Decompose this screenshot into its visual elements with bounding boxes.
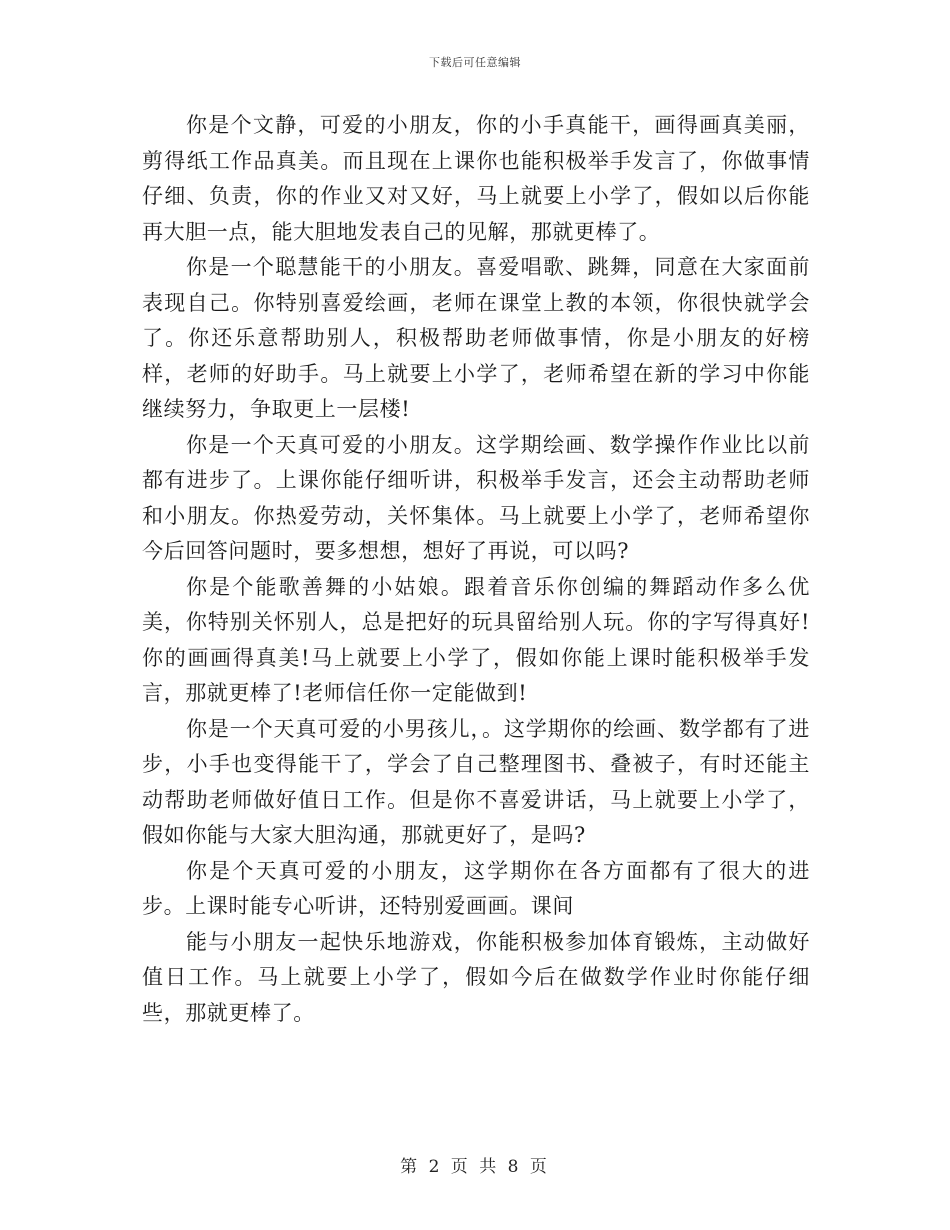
page-header: 下载后可任意编辑: [429, 56, 521, 69]
paragraph: 你是一个天真可爱的小朋友。这学期绘画、数学操作作业比以前都有进步了。上课你能仔细听讲，积极举手发言，还会主动帮助老师和小朋友。你热爱劳动，关怀集体。马上就要上小学了，老师希望你今后回答问题时，要多想想，想好了再说，可以吗?: [142, 432, 810, 563]
page-number-footer: 第 2 页 共 8 页: [400, 1157, 550, 1177]
paragraph: 你是一个天真可爱的小男孩儿，。这学期你的绘画、数学都有了进步，小手也变得能干了，学会了自己整理图书、叠被子，有时还能主动帮助老师做好值日工作。但是你不喜爱讲话，马上就要上小学了，假如你能与大家大胆沟通，那就更好了，是吗?: [142, 716, 810, 847]
document-body: [142, 108, 810, 1031]
paragraph: 你是个能歌善舞的小姑娘。跟着音乐你创编的舞蹈动作多么优美，你特别关怀别人，总是把好的玩具留给别人玩。你的字写得真好!你的画画得真美!马上就要上小学了，假如你能上课时能积极举手发言，那就更棒了!老师信任你一定能做到!: [142, 574, 810, 705]
paragraph: 能与小朋友一起快乐地游戏，你能积极参加体育锻炼，主动做好值日工作。马上就要上小学了，假如今后在做数学作业时你能仔细些，那就更棒了。: [142, 929, 810, 1025]
paragraph: 你是个天真可爱的小朋友，这学期你在各方面都有了很大的进步。上课时能专心听讲，还特别爱画画。课间: [142, 858, 810, 918]
paragraph: 你是个文静，可爱的小朋友，你的小手真能干，画得画真美丽，剪得纸工作品真美。而且现在上课你也能积极举手发言了，你做事情仔细、负责，你的作业又对又好，马上就要上小学了，假如以后你能再大胆一点，能大胆地发表自己的见解，那就更棒了。: [142, 113, 810, 244]
paragraph: 你是一个聪慧能干的小朋友。喜爱唱歌、跳舞，同意在大家面前表现自己。你特别喜爱绘画，老师在课堂上教的本领，你很快就学会了。你还乐意帮助别人，积极帮助老师做事情，你是小朋友的好榜样，老师的好助手。马上就要上小学了，老师希望在新的学习中你能继续努力，争取更上一层楼!: [142, 255, 810, 421]
